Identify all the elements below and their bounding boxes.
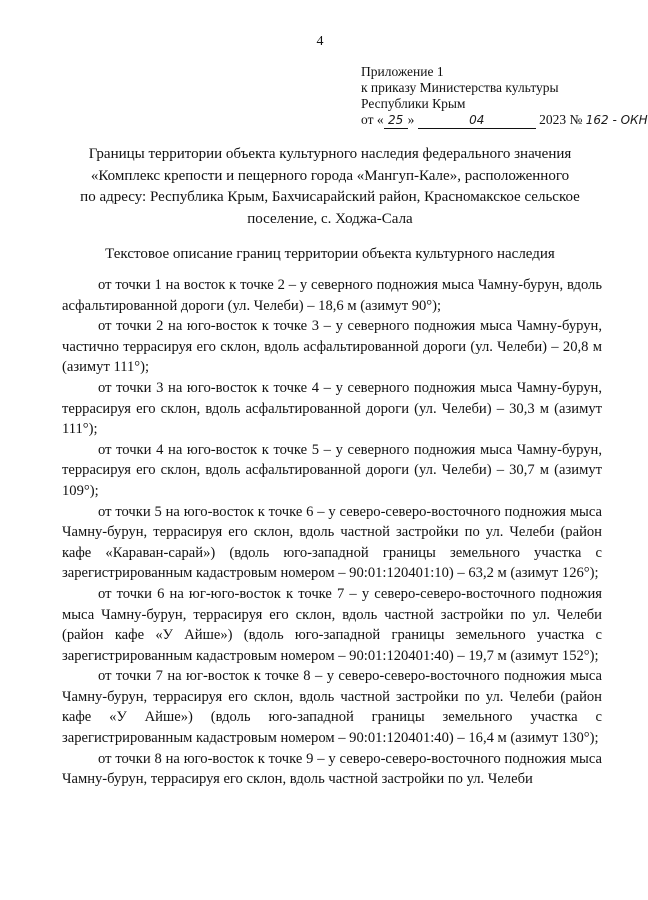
appendix-line-3: Республики Крым <box>361 96 466 111</box>
section-heading: Текстовое описание границ территории объекта культурного наследия <box>105 246 555 262</box>
document-title <box>60 144 600 230</box>
boundary-description <box>62 275 602 790</box>
paragraph: от точки 1 на восток к точке 2 – у северного подножия мыса Чамну-бурун, вдоль асфальтированной дороги (ул. Челеби) – 18,6 м (азимут 90°); <box>62 277 602 314</box>
appendix-date-line <box>361 112 648 129</box>
date-year: 2023 № <box>539 112 583 127</box>
date-month: 04 <box>418 112 536 129</box>
paragraph: от точки 8 на юго-восток к точке 9 – у северо-северо-восточного подножия мыса Чамну-бурун, террасируя его склон, вдоль частной застройки по ул. Челеби <box>62 750 602 788</box>
paragraph: от точки 2 на юго-восток к точке 3 – у северного подножия мыса Чамну-бурун, частично террасируя его склон, вдоль асфальтированной дороги (ул. Челеби) – 20,8 м (азимут 111°); <box>62 318 602 376</box>
appendix-line-1: Приложение 1 <box>361 64 444 79</box>
appendix-line-2: к приказу Министерства культуры <box>361 80 559 95</box>
title-line-4: поселение, с. Ходжа-Сала <box>247 210 413 227</box>
date-mid: » <box>407 112 415 127</box>
date-day: 25 <box>384 112 408 129</box>
page-number: 4 <box>316 34 324 49</box>
paragraph: от точки 5 на юго-восток к точке 6 – у северо-северо-восточного подножия мыса Чамну-бурун, террасируя его склон, вдоль частной застройки по ул. Челеби (район кафе «Караван-сарай») (вдоль юго-западной границы земельного участка с зарегистрированным кадастровым номером – 90:01:120401:10) – 63,2 м (азимут 126°); <box>62 503 602 582</box>
paragraph: от точки 4 на юго-восток к точке 5 – у северного подножия мыса Чамну-бурун, террасируя его склон, вдоль асфальтированной дороги (ул. Челеби) – 30,7 м (азимут 109°); <box>62 441 602 499</box>
appendix-block <box>361 64 648 129</box>
title-line-3: по адресу: Республика Крым, Бахчисарайский район, Красномакское сельское <box>80 189 580 205</box>
title-line-2: «Комплекс крепости и пещерного города «Мангуп-Кале», расположенного <box>90 167 570 184</box>
title-line-1: Границы территории объекта культурного наследия федерального значения <box>88 146 572 162</box>
date-prefix: от « <box>361 112 384 127</box>
order-number: 162 - ОКН <box>585 113 648 127</box>
paragraph: от точки 3 на юго-восток к точке 4 – у северного подножия мыса Чамну-бурун, террасируя его склон, вдоль асфальтированной дороги (ул. Челеби) – 30,3 м (азимут 111°); <box>62 379 602 438</box>
paragraph: от точки 6 на юг-юго-восток к точке 7 – у северо-северо-восточного подножия мыса Чамну-бурун, террасируя его склон, вдоль частной застройки по ул. Челеби (район кафе «У Айше») (вдоль юго-западной границы земельного участка с зарегистрированным кадастровым номером – 90:01:120401:40) – 19,7 м (азимут 152°); <box>62 585 602 664</box>
paragraph: от точки 7 на юг-восток к точке 8 – у северо-северо-восточного подножия мыса Чамну-бурун, террасируя его склон, вдоль частной застройки по ул. Челеби (район кафе «У Айше») (вдоль юго-западной границы земельного участка с зарегистрированным кадастровым номером – 90:01:120401:40) – 16,4 м (азимут 130°); <box>62 668 602 747</box>
